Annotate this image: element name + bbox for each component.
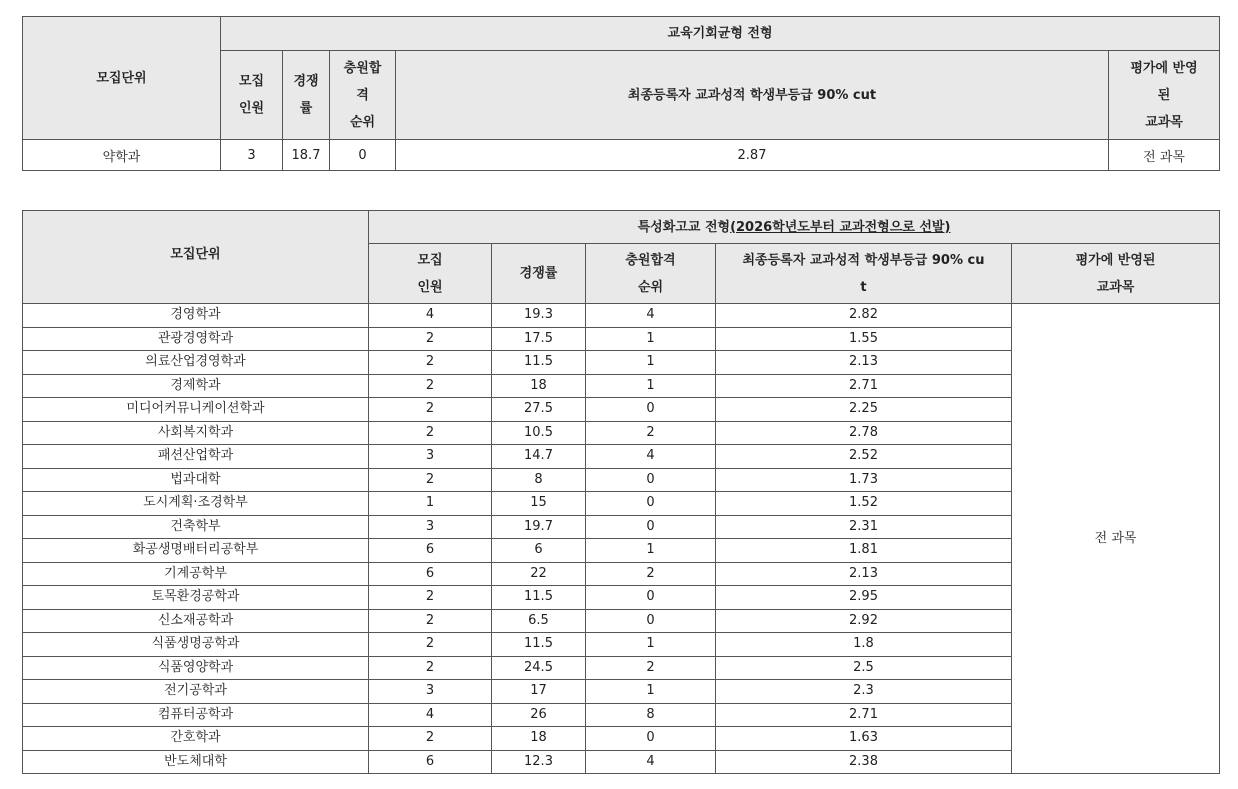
cell-grade-cut: 2.38 [716,750,1012,774]
cell-rank: 4 [586,445,716,469]
cell-quota: 2 [369,374,492,398]
group-header: 교육기회균형 전형 [221,17,1220,51]
header-subjects: 평가에 반영된 교과목 [1012,244,1220,304]
cell-rank: 0 [330,140,396,171]
cell-unit: 기계공학부 [23,562,369,586]
cell-rank: 2 [586,656,716,680]
cell-unit: 사회복지학과 [23,421,369,445]
cell-unit: 법과대학 [23,468,369,492]
cell-competition: 19.3 [492,304,586,328]
header-quota: 모집 인원 [221,51,283,140]
cell-unit: 전기공학과 [23,680,369,704]
cell-quota: 1 [369,492,492,516]
cell-rank: 1 [586,633,716,657]
cell-grade-cut: 1.52 [716,492,1012,516]
cell-unit: 건축학부 [23,515,369,539]
cell-unit: 관광경영학과 [23,327,369,351]
cell-rank: 0 [586,515,716,539]
cell-grade-cut: 1.63 [716,727,1012,751]
cell-unit: 도시계획·조경학부 [23,492,369,516]
cell-competition: 12.3 [492,750,586,774]
cell-rank: 2 [586,421,716,445]
cell-grade-cut: 2.95 [716,586,1012,610]
cell-grade-cut: 1.55 [716,327,1012,351]
cell-quota: 2 [369,327,492,351]
group-header-note: (2026학년도부터 교과전형으로 선발) [730,219,951,235]
cell-competition: 27.5 [492,398,586,422]
group-header-prefix: 특성화고교 전형 [637,219,731,235]
admission-table-balanced-opportunity [22,16,1220,171]
cell-quota: 3 [369,680,492,704]
cell-competition: 8 [492,468,586,492]
cell-unit: 토목환경공학과 [23,586,369,610]
cell-quota: 2 [369,586,492,610]
cell-rank: 1 [586,351,716,375]
cell-competition: 15 [492,492,586,516]
cell-grade-cut: 2.13 [716,351,1012,375]
cell-grade-cut: 2.3 [716,680,1012,704]
cell-quota: 2 [369,633,492,657]
cell-grade-cut: 2.78 [716,421,1012,445]
cell-competition: 17.5 [492,327,586,351]
cell-rank: 1 [586,327,716,351]
cell-quota: 2 [369,468,492,492]
cell-competition: 18 [492,374,586,398]
table-row [23,304,1220,328]
cell-competition: 18.7 [283,140,330,171]
group-header [369,211,1220,244]
cell-quota: 4 [369,703,492,727]
cell-rank: 4 [586,750,716,774]
cell-quota: 4 [369,304,492,328]
cell-quota: 6 [369,750,492,774]
cell-unit: 경영학과 [23,304,369,328]
cell-quota: 3 [369,445,492,469]
cell-quota: 2 [369,351,492,375]
header-grade-cut: 최종등록자 교과성적 학생부등급 90% cu t [716,244,1012,304]
cell-competition: 17 [492,680,586,704]
cell-subjects: 전 과목 [1109,140,1220,171]
cell-subjects: 전 과목 [1012,304,1220,774]
cell-unit: 컴퓨터공학과 [23,703,369,727]
cell-rank: 8 [586,703,716,727]
cell-competition: 22 [492,562,586,586]
cell-grade-cut: 1.8 [716,633,1012,657]
cell-quota: 6 [369,539,492,563]
cell-quota: 2 [369,421,492,445]
cell-rank: 1 [586,374,716,398]
cell-competition: 26 [492,703,586,727]
header-competition: 경쟁률 [492,244,586,304]
cell-quota: 3 [221,140,283,171]
cell-grade-cut: 2.5 [716,656,1012,680]
cell-rank: 0 [586,586,716,610]
cell-competition: 24.5 [492,656,586,680]
cell-competition: 10.5 [492,421,586,445]
cell-grade-cut: 2.25 [716,398,1012,422]
cell-competition: 6 [492,539,586,563]
cell-quota: 6 [369,562,492,586]
cell-rank: 0 [586,727,716,751]
cell-competition: 6.5 [492,609,586,633]
header-unit-text: 모집단위 [170,247,221,262]
cell-competition: 11.5 [492,586,586,610]
cell-unit: 화공생명배터리공학부 [23,539,369,563]
cell-grade-cut: 1.73 [716,468,1012,492]
cell-unit: 미디어커뮤니케이션학과 [23,398,369,422]
cell-rank: 4 [586,304,716,328]
cell-unit: 반도체대학 [23,750,369,774]
cell-grade-cut: 2.92 [716,609,1012,633]
cell-grade-cut: 2.13 [716,562,1012,586]
header-competition: 경쟁 률 [283,51,330,140]
cell-rank: 2 [586,562,716,586]
cell-rank: 0 [586,468,716,492]
table-row [23,140,1220,171]
cell-unit: 간호학과 [23,727,369,751]
cell-quota: 3 [369,515,492,539]
cell-grade-cut: 2.71 [716,703,1012,727]
cell-unit: 식품생명공학과 [23,633,369,657]
cell-rank: 0 [586,398,716,422]
cell-rank: 0 [586,609,716,633]
cell-competition: 11.5 [492,633,586,657]
header-unit [23,211,369,304]
cell-quota: 2 [369,656,492,680]
cell-competition: 14.7 [492,445,586,469]
cell-grade-cut: 2.31 [716,515,1012,539]
admission-table-vocational-high-school [22,210,1220,774]
cell-competition: 18 [492,727,586,751]
cell-rank: 1 [586,680,716,704]
cell-grade-cut: 2.52 [716,445,1012,469]
cell-quota: 2 [369,609,492,633]
header-rank: 충원합격 순위 [586,244,716,304]
cell-grade-cut: 2.87 [396,140,1109,171]
header-unit: 모집단위 [23,17,221,140]
cell-quota: 2 [369,398,492,422]
header-quota: 모집 인원 [369,244,492,304]
cell-unit: 식품영양학과 [23,656,369,680]
cell-competition: 11.5 [492,351,586,375]
cell-unit: 의료산업경영학과 [23,351,369,375]
cell-unit: 신소재공학과 [23,609,369,633]
header-subjects: 평가에 반영 된 교과목 [1109,51,1220,140]
header-grade-cut: 최종등록자 교과성적 학생부등급 90% cut [396,51,1109,140]
cell-rank: 0 [586,492,716,516]
cell-grade-cut: 2.71 [716,374,1012,398]
cell-rank: 1 [586,539,716,563]
cell-grade-cut: 1.81 [716,539,1012,563]
cell-quota: 2 [369,727,492,751]
cell-unit: 경제학과 [23,374,369,398]
cell-grade-cut: 2.82 [716,304,1012,328]
header-rank: 충원합 격 순위 [330,51,396,140]
cell-unit: 패션산업학과 [23,445,369,469]
cell-unit: 약학과 [23,140,221,171]
cell-competition: 19.7 [492,515,586,539]
